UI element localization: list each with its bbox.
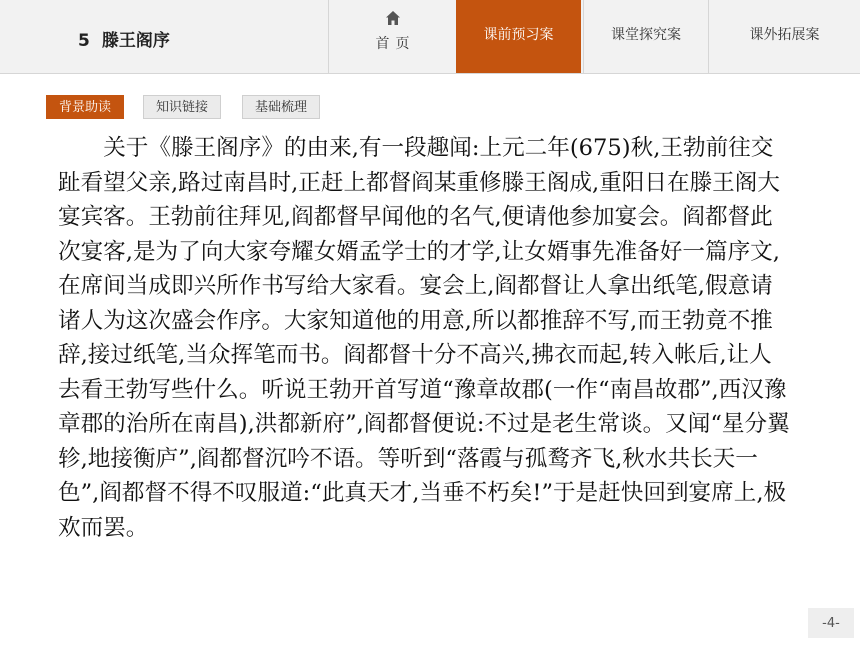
page-number: -4- [808, 608, 854, 638]
subtab-background[interactable]: 背景助读 [46, 95, 124, 119]
tab-extension[interactable] [708, 0, 860, 73]
tab-preview[interactable] [456, 0, 581, 73]
tab-extension-label: 课外拓展案 [749, 26, 820, 43]
subtab-basics[interactable]: 基础梳理 [242, 95, 320, 119]
lesson-title [78, 26, 170, 51]
passage-paragraph: 关于《滕王阁序》的由来,有一段趣闻:上元二年(675)秋,王勃前往交趾看望父亲,路过南昌时,正赶上都督阎某重修滕王阁成,重阳日在滕王阁大宴宾客。王勃前往拜见,阎都督早闻他的名气,便请他参加宴会。阎都督此次宴客,是为了向大家夸耀女婿孟学士的才学,让女婿事先准备好一篇序文,在席间当成即兴所作书写给大家看。宴会上,阎都督让人拿出纸笔,假意请诸人为这次盛会作序。大家知道他的用意,所以都推辞不写,而王勃竟不推辞,接过纸笔,当众挥笔而书。阎都督十分不高兴,拂衣而起,转入帐后,让人去看王勃写些什么。听说王勃开首写道“豫章故郡(一作“南昌故郡”,西汉豫章郡的治所在南昌),洪都新府”,阎都督便说:不过是老生常谈。又闻“星分翼轸,地接衡庐”,阎都督沉吟不语。等听到“落霞与孤鹜齐飞,秋水共长天一色”,阎都督不得不叹服道:“此真天才,当垂不朽矣!”于是赶快回到宴席上,极欢而罢。 [58, 135, 790, 541]
lesson-title-text: 滕王阁序 [101, 31, 170, 51]
tab-classroom-label: 课堂探究案 [611, 26, 681, 43]
top-navigation-bar [0, 0, 860, 74]
tab-classroom[interactable] [583, 0, 708, 73]
home-label: 首页 [375, 36, 416, 52]
home-button[interactable] [328, 0, 456, 73]
tab-preview-label: 课前预习案 [483, 26, 554, 43]
subtab-knowledge[interactable]: 知识链接 [143, 95, 221, 119]
reading-passage [58, 131, 794, 545]
home-icon [385, 10, 401, 26]
lesson-number: 5 [78, 31, 90, 51]
